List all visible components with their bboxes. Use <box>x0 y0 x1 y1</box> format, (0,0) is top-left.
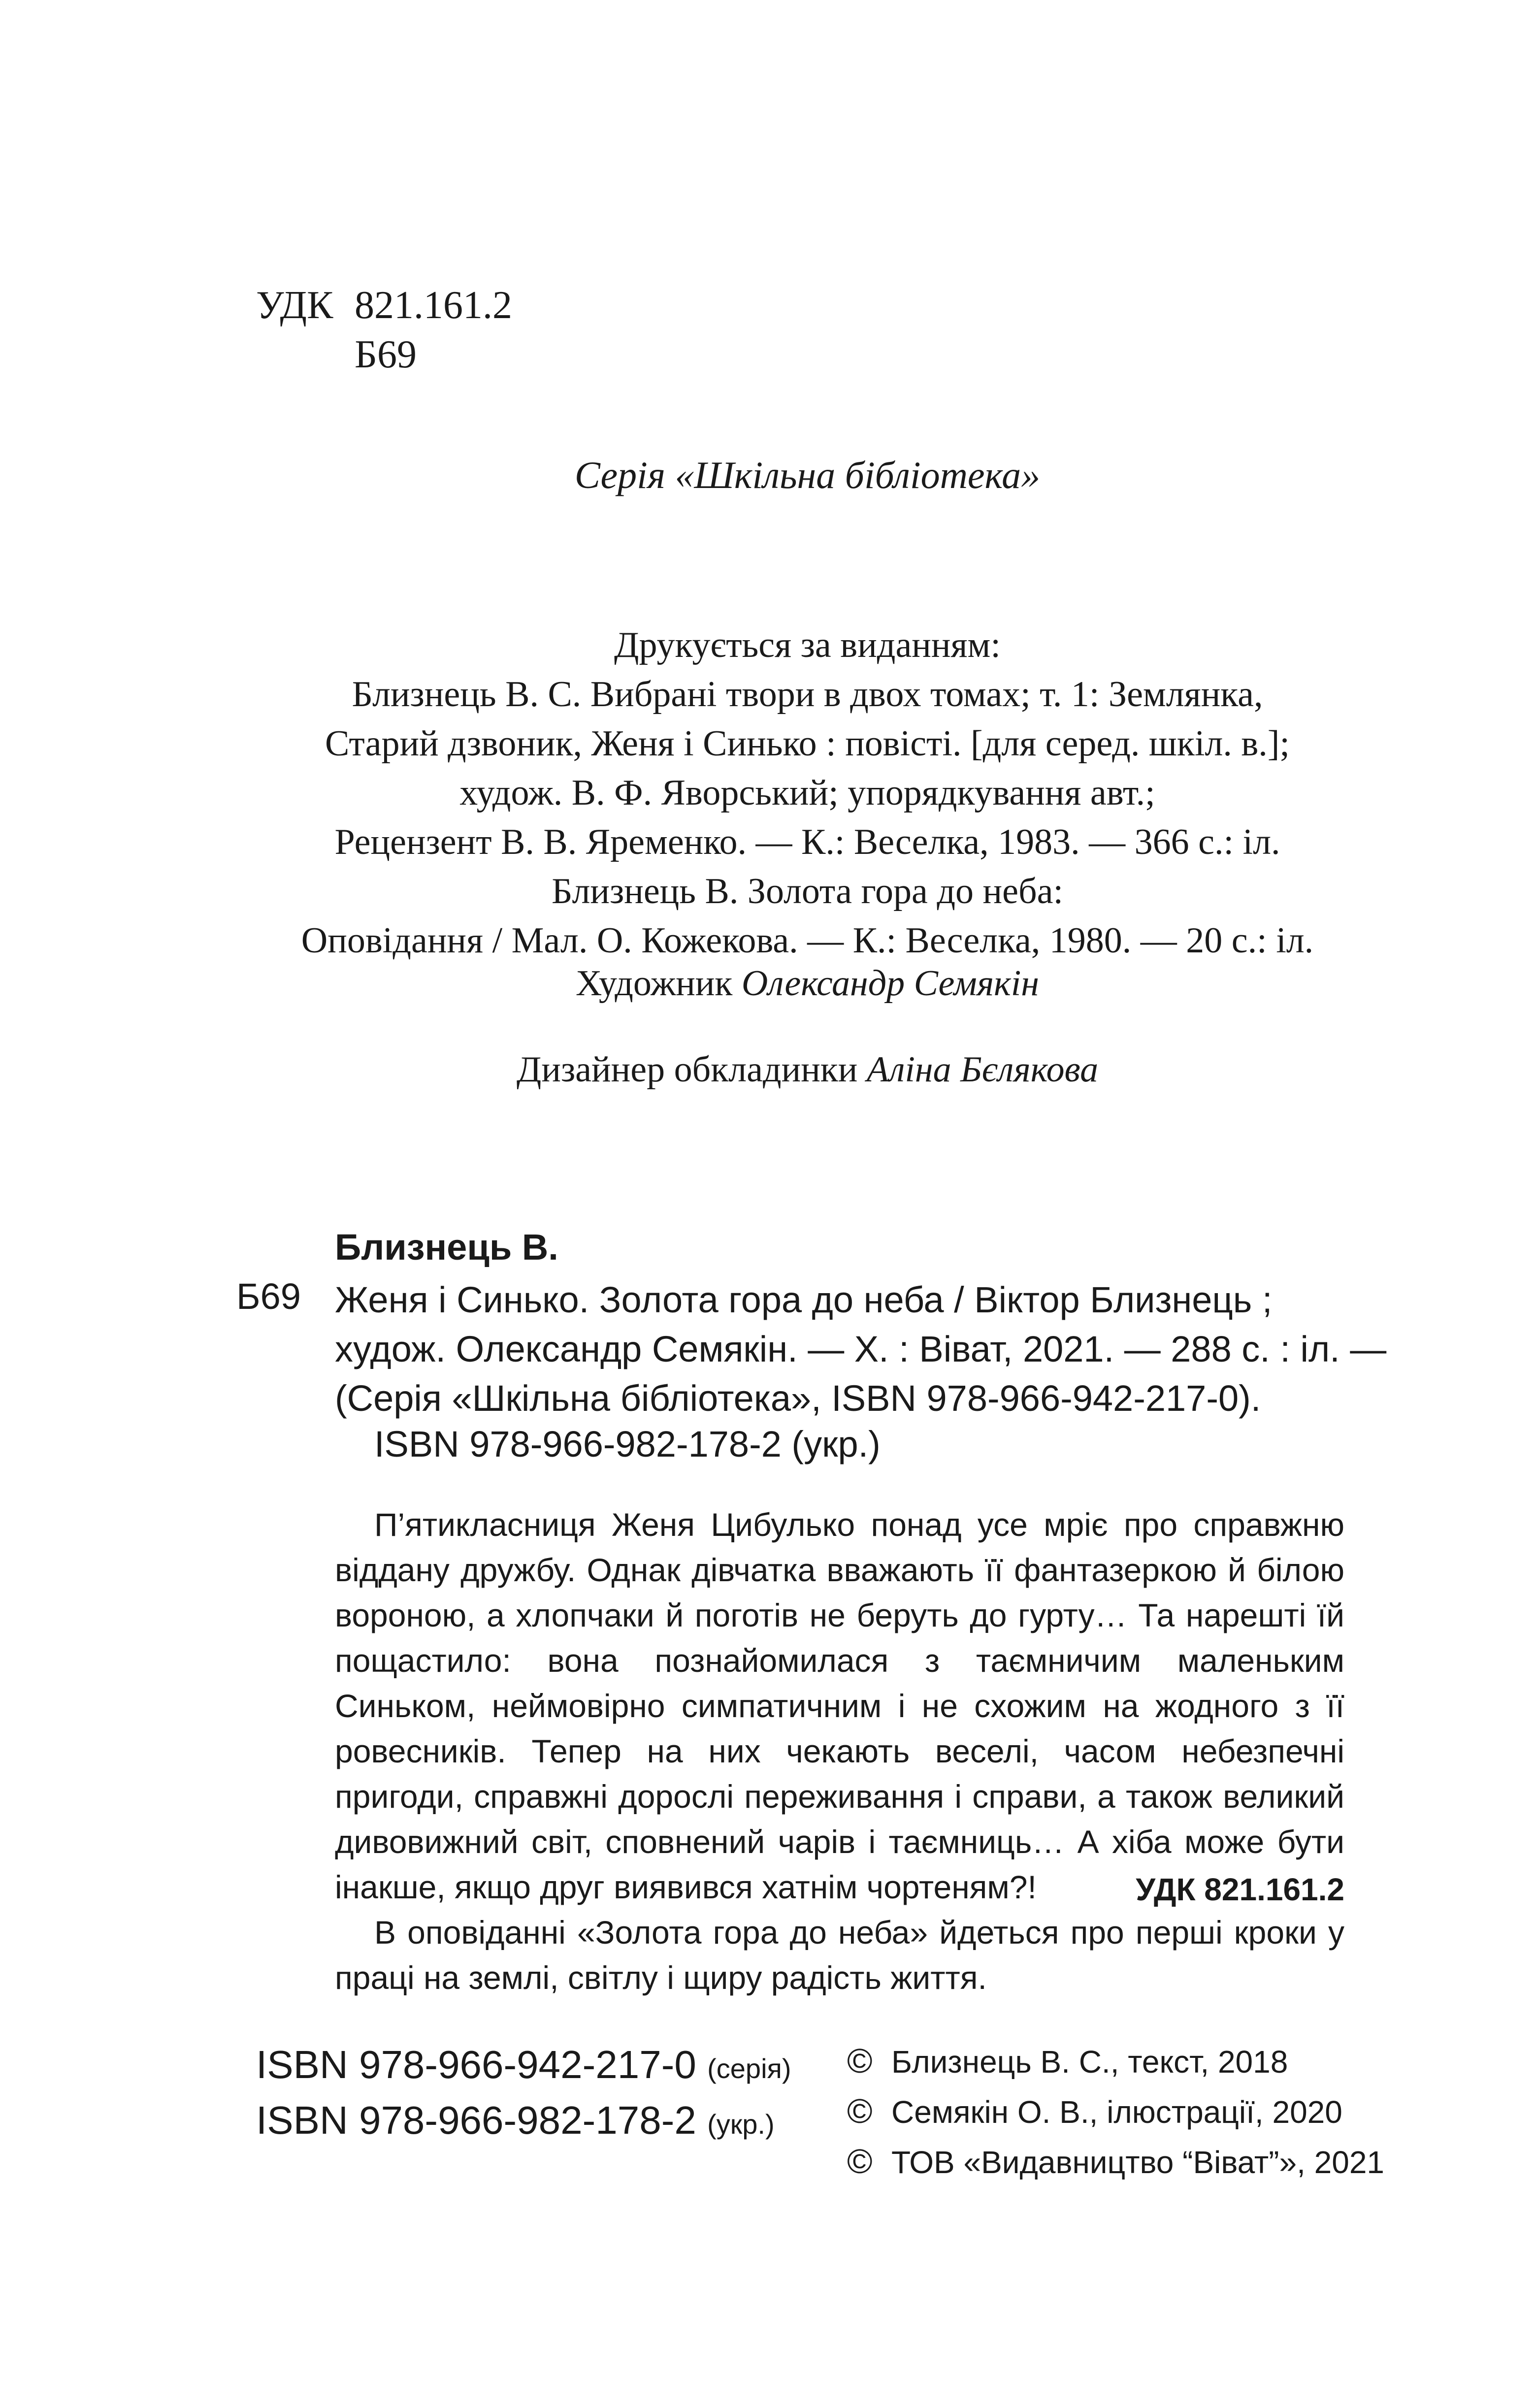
copyright-icon: © <box>847 2142 873 2180</box>
bib-isbn: ISBN 978-966-982-178-2 (укр.) <box>374 1424 881 1464</box>
isbn-tag: (серія) <box>707 2053 791 2084</box>
copyright-row <box>847 2036 1384 2086</box>
copyright-icon: © <box>847 2042 873 2080</box>
annotation-paragraph: П’ятикласниця Женя Цибулько понад усе мріє про справжню віддану дружбу. Однак дівчатка вважають її фантазеркою й білою вороною, а хлопчаки й поготів не беруть до гурту… Та нарешті їй пощастило: вона познайомилася з таємничим маленьким Синьком, неймовірно симпатичним і не схожим на жодного з її ровесників. Тепер на них чекають веселі, часом небезпечні пригоди, справжні дорослі переживання і справи, а також великий дивовижний світ, сповнений чарів і таємниць… А хіба може бути інакше, якщо друг виявився хатнім чортеням?! <box>335 1506 1344 1905</box>
isbn-row <box>256 2039 791 2094</box>
bib-line: худож. Олександр Семякін. — Х. : Віват, 2021. — 288 с. : іл. — <box>335 1329 1387 1369</box>
artist-label: Художник <box>575 963 733 1004</box>
isbn-row <box>256 2094 791 2150</box>
printed-from-line: Друкується за виданням: <box>614 625 1001 665</box>
udk-block <box>256 281 512 376</box>
isbn-number: ISBN 978-966-942-217-0 <box>256 2043 696 2086</box>
bib-author: Близнець В. <box>335 1227 558 1268</box>
copyright-icon: © <box>847 2092 873 2130</box>
printed-from-line: Близнець В. С. Вибрані твори в двох томах; т. 1: Землянка, <box>352 674 1263 715</box>
copyright-row <box>847 2086 1384 2137</box>
bib-description <box>335 1275 1386 1423</box>
udk-bottom: УДК 821.161.2 <box>1136 1872 1344 1907</box>
printed-from-line: Оповідання / Мал. О. Кожекова. — К.: Веселка, 1980. — 20 с.: іл. <box>301 920 1314 961</box>
annotation-paragraph: В оповіданні «Золота гора до неба» йдеться про перші кроки у праці на землі, світлу і щиру радість життя. <box>335 1914 1344 1996</box>
isbn-tag: (укр.) <box>707 2109 775 2140</box>
annotation <box>335 1502 1344 2000</box>
printed-from-line: худож. В. Ф. Яворський; упорядкування авт.; <box>459 773 1155 813</box>
udk-label: УДК <box>256 284 333 327</box>
designer-label: Дизайнер обкладинки <box>516 1049 858 1090</box>
isbn-number: ISBN 978-966-982-178-2 <box>256 2098 696 2142</box>
designer-credit <box>39 1049 1536 1091</box>
copyright-block <box>847 2036 1384 2187</box>
copyright-text: ТОВ «Видавництво “Віват”», 2021 <box>891 2145 1384 2180</box>
printed-from-line: Рецензент В. В. Яременко. — К.: Веселка, 1983. — 366 с.: іл. <box>334 822 1280 862</box>
copyright-text: Семякін О. В., ілюстрації, 2020 <box>891 2094 1342 2130</box>
copyright-row <box>847 2137 1384 2187</box>
printed-from-block <box>39 620 1536 965</box>
udk-code: 821.161.2 <box>355 284 512 327</box>
printed-from-line: Близнець В. Золота гора до неба: <box>551 871 1064 911</box>
isbn-block <box>256 2039 791 2150</box>
designer-name: Аліна Бєлякова <box>866 1049 1099 1090</box>
artist-name: Олександр Семякін <box>741 963 1039 1004</box>
artist-credit <box>39 963 1536 1005</box>
bib-line: Женя і Синько. Золота гора до неба / Віктор Близнець ; <box>335 1279 1273 1320</box>
copyright-text: Близнець В. С., текст, 2018 <box>891 2044 1288 2080</box>
author-index: Б69 <box>355 333 417 376</box>
bib-line: (Серія «Шкільна бібліотека», ISBN 978-966-942-217-0). <box>335 1378 1261 1419</box>
bib-index: Б69 <box>236 1276 301 1317</box>
printed-from-line: Старий дзвоник, Женя і Синько : повісті. [для серед. шкіл. в.]; <box>325 723 1290 764</box>
series-line: Серія «Шкільна бібліотека» <box>574 454 1041 496</box>
